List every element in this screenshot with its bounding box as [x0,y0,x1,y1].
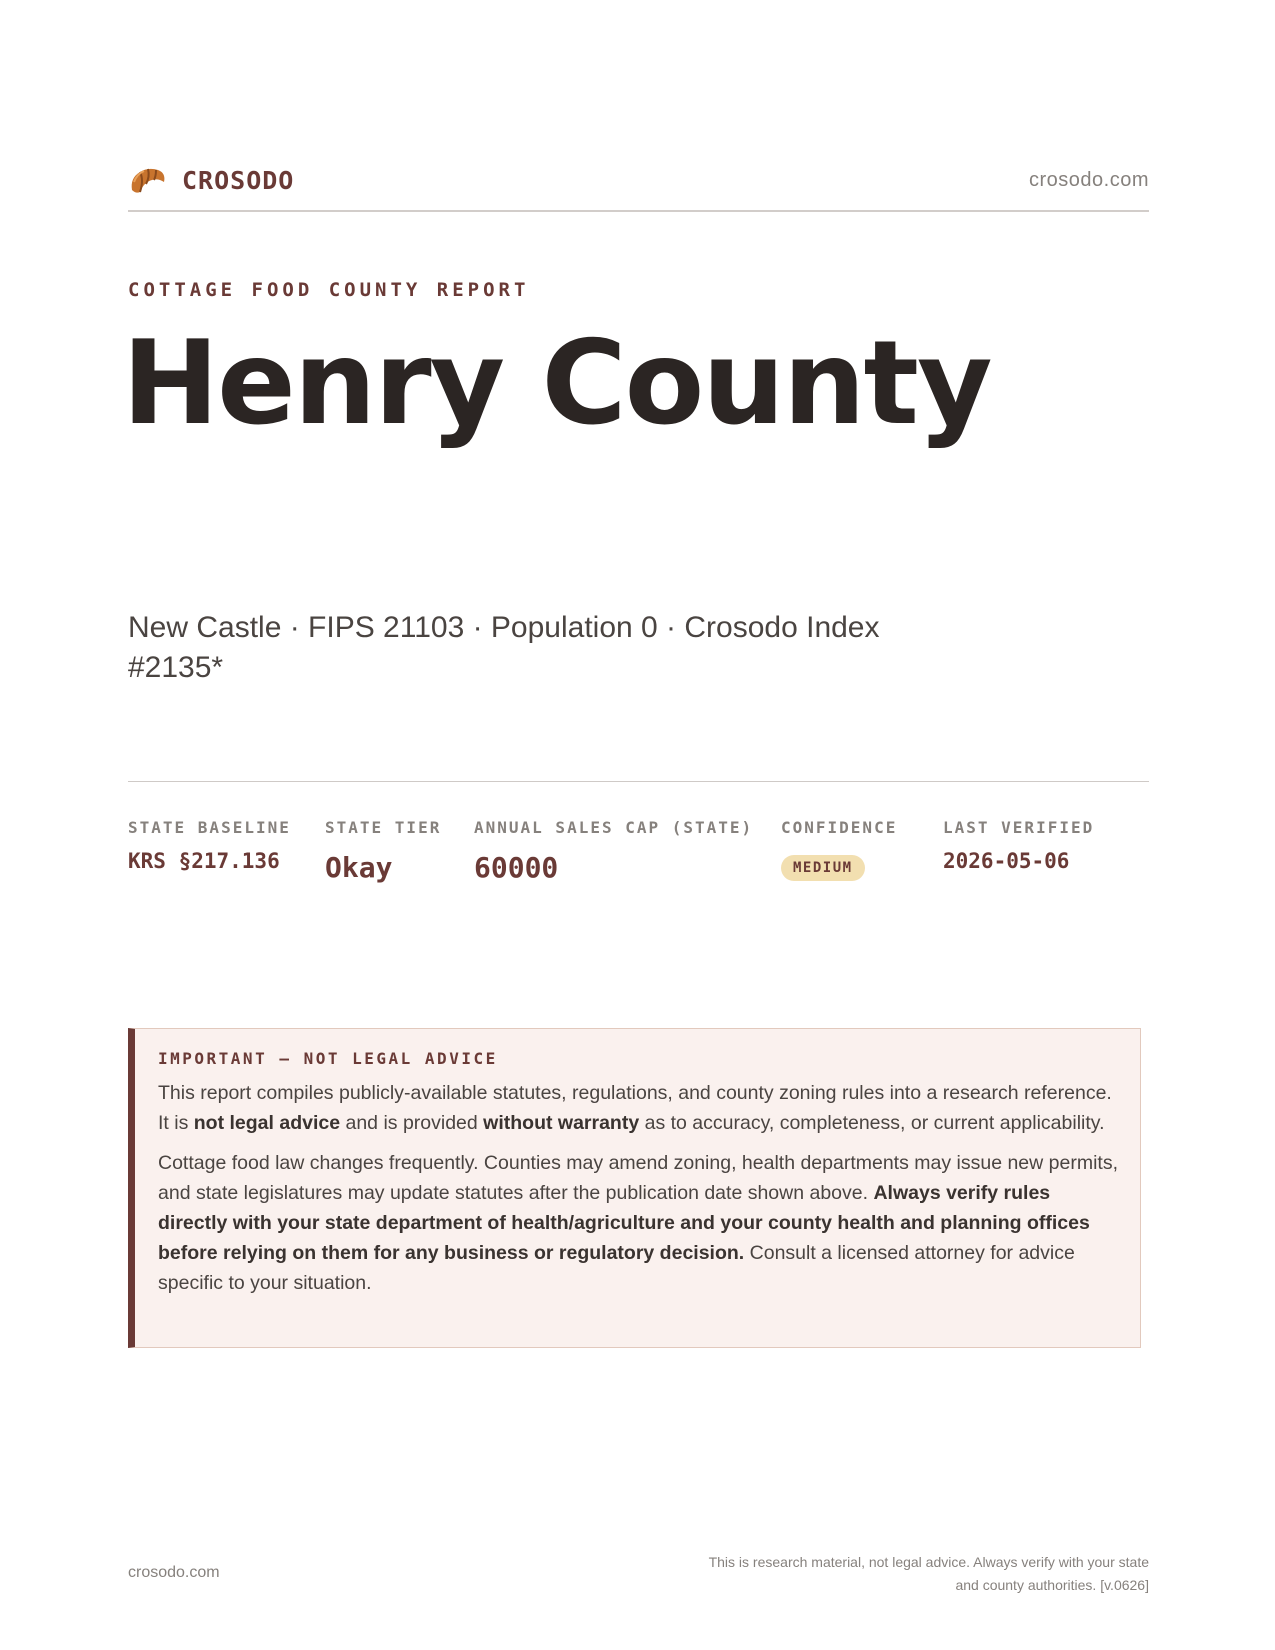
page-header [128,156,1149,204]
confidence-badge: MEDIUM [781,855,865,881]
footer-site-url[interactable]: crosodo.com [128,1564,220,1581]
stat-value: 2026-05-06 [943,849,1070,873]
stat-state-tier [325,818,441,884]
croissant-icon [128,160,168,200]
legal-notice [128,1028,1141,1348]
site-url[interactable]: crosodo.com [1029,168,1149,191]
brand-name: CROSODO [182,165,295,195]
stat-last-verified [943,818,1094,873]
brand [128,160,294,200]
header-divider [128,210,1149,212]
notice-emphasis: without warranty [483,1112,640,1134]
report-eyebrow: COTTAGE FOOD COUNTY REPORT [128,279,530,301]
stat-label: STATE TIER [325,818,442,837]
notice-text: and is provided [340,1112,484,1134]
report-page [122,0,1149,1650]
report-subtitle: New Castle · FIPS 21103 · Population 0 · Crosodo Index #2135* [128,611,880,684]
stats-divider [128,781,1149,782]
footer-disclaimer [629,1551,1149,1597]
notice-emphasis: not legal advice [193,1112,341,1134]
footer-disclaimer-line: This is research material, not legal advice. Always verify with your state [708,1554,1149,1570]
stat-value: KRS §217.136 [128,849,280,873]
stat-label: CONFIDENCE [781,818,898,837]
stat-value: Okay [325,851,393,884]
footer-disclaimer-line: and county authorities. [v.0626] [955,1577,1149,1593]
notice-emphasis: Always verify rules directly with your state department of health/agriculture and your county health and planning offices before relying on them for any business or regulatory decision. [158,1182,1090,1264]
stat-annual-sales-cap [474,818,753,884]
stat-confidence [781,818,897,881]
stat-state-baseline [128,818,291,873]
notice-paragraph-1 [158,1078,1118,1138]
stat-label: ANNUAL SALES CAP (STATE) [474,818,754,837]
stat-value: 60000 [474,851,559,884]
stat-label: LAST VERIFIED [943,818,1095,837]
stat-label: STATE BASELINE [128,818,291,837]
notice-text: This report compiles publicly-available statutes, regulations, and county zoning rules into a research reference. It is [158,1082,1112,1134]
notice-paragraph-2 [158,1148,1118,1298]
page-title: Henry County [122,316,991,451]
notice-heading: IMPORTANT — NOT LEGAL ADVICE [158,1049,498,1068]
notice-text: as to accuracy, completeness, or current applicability. [639,1112,1105,1134]
notice-text: Consult a licensed attorney for advice specific to your situation. [158,1242,1075,1294]
notice-text: Cottage food law changes frequently. Counties may amend zoning, health departments may issue new permits, and state legislatures may update statutes after the publication date shown above. [158,1152,1118,1204]
